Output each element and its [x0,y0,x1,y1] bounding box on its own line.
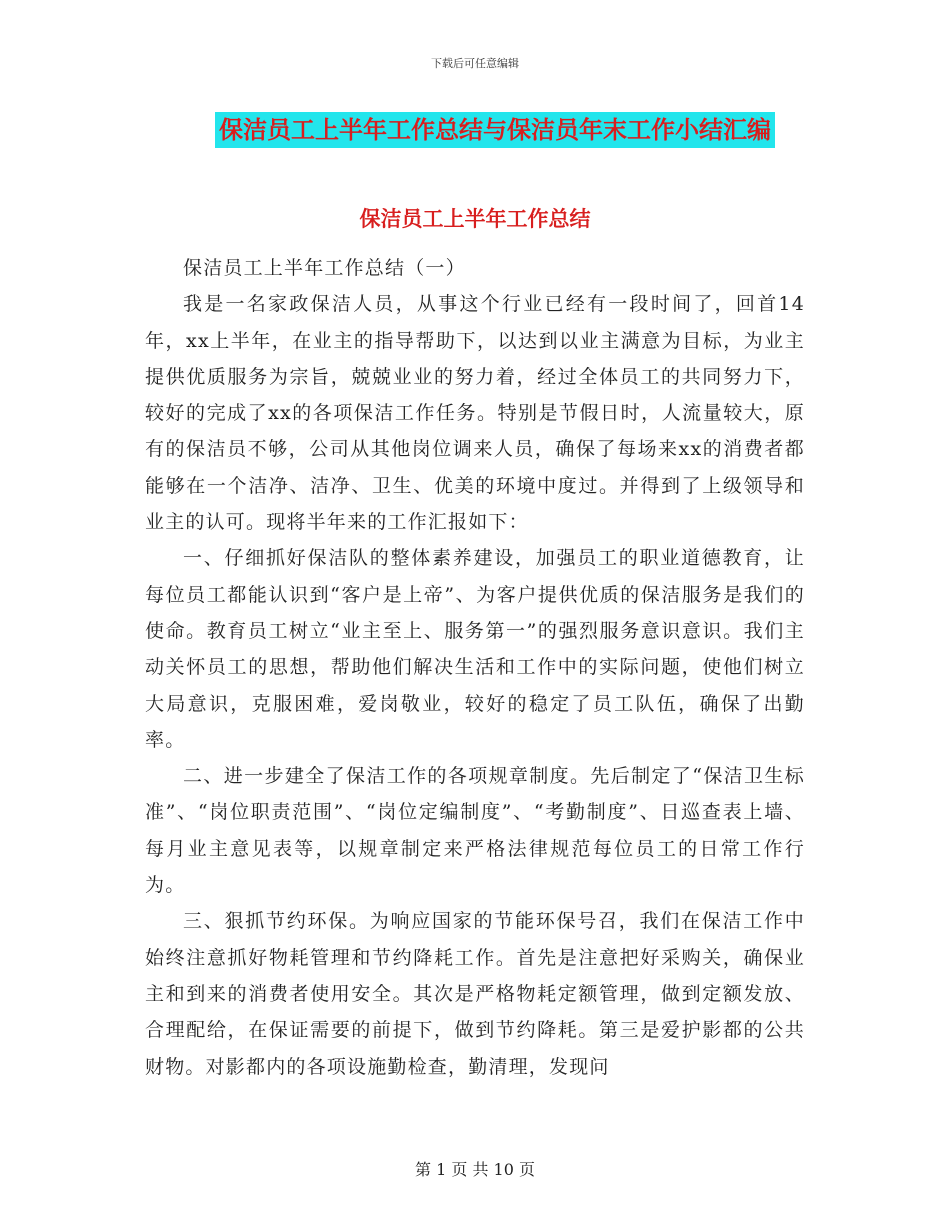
page-footer: 第 1 页 共 10 页 [415,1160,535,1179]
main-title: 保洁员工上半年工作总结与保洁员年末工作小结汇编 [215,112,775,148]
paragraph-one: 一、仔细抓好保洁队的整体素养建设，加强员工的职业道德教育，让每位员工都能认识到“客户是上帝”、为客户提供优质的保洁服务是我们的使命。教育员工树立“业主至上、服务第一”的强烈服务意识意识。我们主动关怀员工的思想，帮助他们解决生活和工作中的实际问题，使他们树立大局意识，克服困难，爱岗敬业，较好的稳定了员工队伍，确保了出勤率。 [145,547,805,751]
main-title-wrap [0,112,950,148]
paragraph-subtitle: 保洁员工上半年工作总结（一） [183,257,466,279]
body-text [145,250,805,1085]
section-title: 保洁员工上半年工作总结 [359,207,591,231]
paragraph-three: 三、狠抓节约环保。为响应国家的节能环保号召，我们在保洁工作中始终注意抓好物耗管理和节约降耗工作。首先是注意把好采购关，确保业主和到来的消费者使用安全。其次是严格物耗定额管理，做到定额发放、合理配给，在保证需要的前提下，做到节约降耗。第三是爱护影都的公共财物。对影都内的各项设施勤检查，勤清理，发现问 [145,910,805,1078]
paragraph-two: 二、进一步建全了保洁工作的各项规章制度。先后制定了“保洁卫生标准”、“岗位职责范围”、“岗位定编制度”、“考勤制度”、日巡查表上墙、每月业主意见表等，以规章制定来严格法律规范每位员工的日常工作行为。 [145,765,805,897]
paragraph-intro: 我是一名家政保洁人员，从事这个行业已经有一段时间了，回首14年，xx上半年，在业主的指导帮助下，以达到以业主满意为目标，为业主提供优质服务为宗旨，兢兢业业的努力着，经过全体员工的共同努力下，较好的完成了xx的各项保洁工作任务。特别是节假日时，人流量较大，原有的保洁员不够，公司从其他岗位调来人员，确保了每场来xx的消费者都能够在一个洁净、洁净、卫生、优美的环境中度过。并得到了上级领导和业主的认可。现将半年来的工作汇报如下： [145,293,805,534]
header-note: 下载后可任意编辑 [431,57,519,70]
